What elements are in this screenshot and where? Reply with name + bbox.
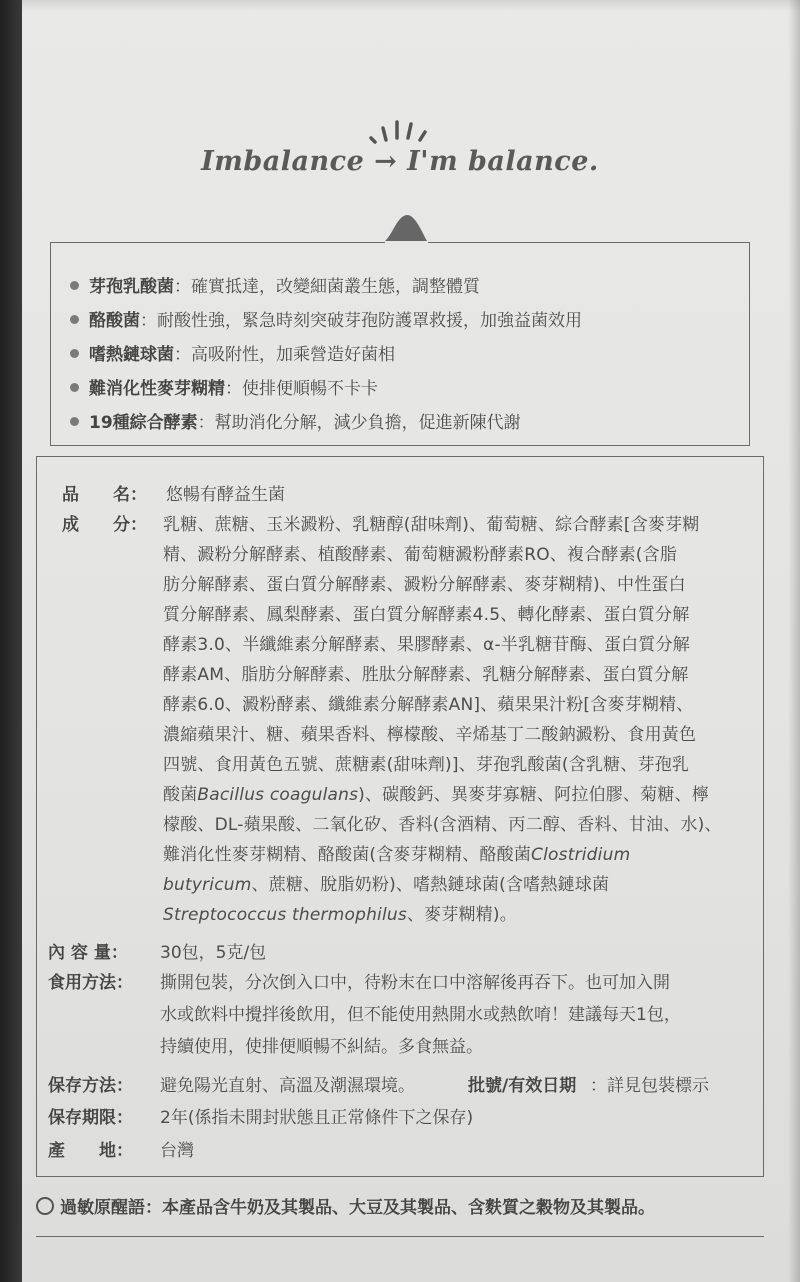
features-frame-left [50,243,51,445]
ingredients-line: 酵素AM、脂肪分解酵素、胜肽分解酵素、乳糖分解酵素、蛋白質分解 [163,665,689,685]
info-frame-top [36,456,764,457]
shelf-life-label: 保存期限： [48,1108,133,1128]
box-left-edge [0,0,22,1282]
feature-item: 芽孢乳酸菌：確實抵達，改變細菌叢生態，調整體質 [70,272,480,297]
bullet-icon [70,349,79,358]
bullet-icon [70,281,79,290]
content-value: 30包，5克/包 [160,943,267,963]
ingredients-line: 檬酸、DL-蘋果酸、二氧化矽、香料(含酒精、丙二醇、香料、甘油、水)、 [163,815,722,835]
ingredients-line: 精、澱粉分解酵素、植酸酵素、葡萄糖澱粉酵素RO、複合酵素(含脂 [163,545,678,565]
feature-item: 酪酸菌：耐酸性強，緊急時刻突破芽孢防護罩救援，加強益菌效用 [70,306,582,331]
feature-item: 嗜熱鏈球菌：高吸附性，加乘營造好菌相 [70,340,395,365]
bottom-divider [36,1236,764,1237]
feature-item: 19種綜合酵素：幫助消化分解，減少負擔，促進新陳代謝 [70,408,521,433]
product-name-value: 悠暢有酵益生菌 [166,485,285,505]
ingredients-line: 酵素6.0、澱粉酵素、纖維素分解酵素AN]、蘋果果汁粉[含麥芽糊精、 [163,695,694,715]
ingredients-label: 成 分： [62,515,147,535]
features-frame-right [749,243,750,445]
batch-value: ：詳見包裝標示 [590,1076,709,1096]
batch-label: 批號/有效日期 [468,1076,577,1096]
shelf-life-value: 2年(係指未開封狀態且正常條件下之保存) [160,1108,474,1128]
box-right-shadow [788,0,800,1282]
feature-item: 難消化性麥芽糊精：使排便順暢不卡卡 [70,374,378,399]
bullet-icon [70,315,79,324]
bullet-icon [70,417,79,426]
ingredients-line: 肪分解酵素、蛋白質分解酵素、澱粉分解酵素、麥芽糊精)、中性蛋白 [163,575,686,595]
ingredients-line: 四號、食用黃色五號、蔗糖素(甜味劑)]、芽孢乳酸菌(含乳糖、芽孢乳 [163,755,690,775]
usage-line: 撕開包裝，分次倒入口中，待粉末在口中溶解後再吞下。也可加入開 [160,973,670,993]
ingredients-line: 乳糖、蔗糖、玉米澱粉、乳糖醇(甜味劑)、葡萄糖、綜合酵素[含麥芽糊 [163,515,700,535]
top-divider-left [50,242,385,243]
ingredients-line: 濃縮蘋果汁、糖、蘋果香料、檸檬酸、辛烯基丁二酸鈉澱粉、食用黃色 [163,725,697,745]
origin-value: 台灣 [160,1141,194,1161]
info-frame-bottom [36,1176,764,1177]
origin-label: 產 地： [48,1141,133,1161]
product-name-label: 品 名： [62,485,147,505]
info-frame-left [36,456,37,1176]
ingredients-line: butyricum、蔗糖、脫脂奶粉)、嗜熱鏈球菌(含嗜熱鏈球菌 [163,875,610,895]
storage-value: 避免陽光直射、高溫及潮濕環境。 [160,1076,415,1096]
ingredients-line: 質分解酵素、鳳梨酵素、蛋白質分解酵素4.5、轉化酵素、蛋白質分解 [163,605,690,625]
ingredients-line: Streptococcus thermophilus、麥芽糊精)。 [163,905,517,925]
sparkle-icon [365,118,435,148]
ingredients-line: 酸菌Bacillus coagulans)、碳酸鈣、異麥芽寡糖、阿拉伯膠、菊糖、檸 [163,785,709,805]
bullet-icon [70,383,79,392]
usage-label: 食用方法： [48,973,133,993]
circle-icon [36,1197,54,1215]
ingredients-line: 難消化性麥芽糊精、酪酸菌(含麥芽糊精、酪酸菌Clostridium [163,845,631,865]
info-frame-right [763,456,764,1176]
tagline: Imbalance → I'm balance. [201,146,599,177]
usage-line: 水或飲料中攪拌後飲用，但不能使用熱開水或熱飲唷！建議每天1包， [160,1005,681,1025]
usage-line: 持續使用，使排便順暢不糾結。多食無益。 [160,1037,483,1057]
mountain-icon [383,212,429,242]
storage-label: 保存方法： [48,1076,133,1096]
allergy-notice: 過敏原醒語：本產品含牛奶及其製品、大豆及其製品、含麩質之穀物及其製品。 [36,1193,655,1218]
box-top-flap [22,0,800,10]
features-frame-bottom [50,445,750,446]
content-label: 內 容 量： [48,943,128,963]
top-divider-right [428,242,750,243]
ingredients-line: 酵素3.0、半纖維素分解酵素、果膠酵素、α-半乳糖苷酶、蛋白質分解 [163,635,690,655]
